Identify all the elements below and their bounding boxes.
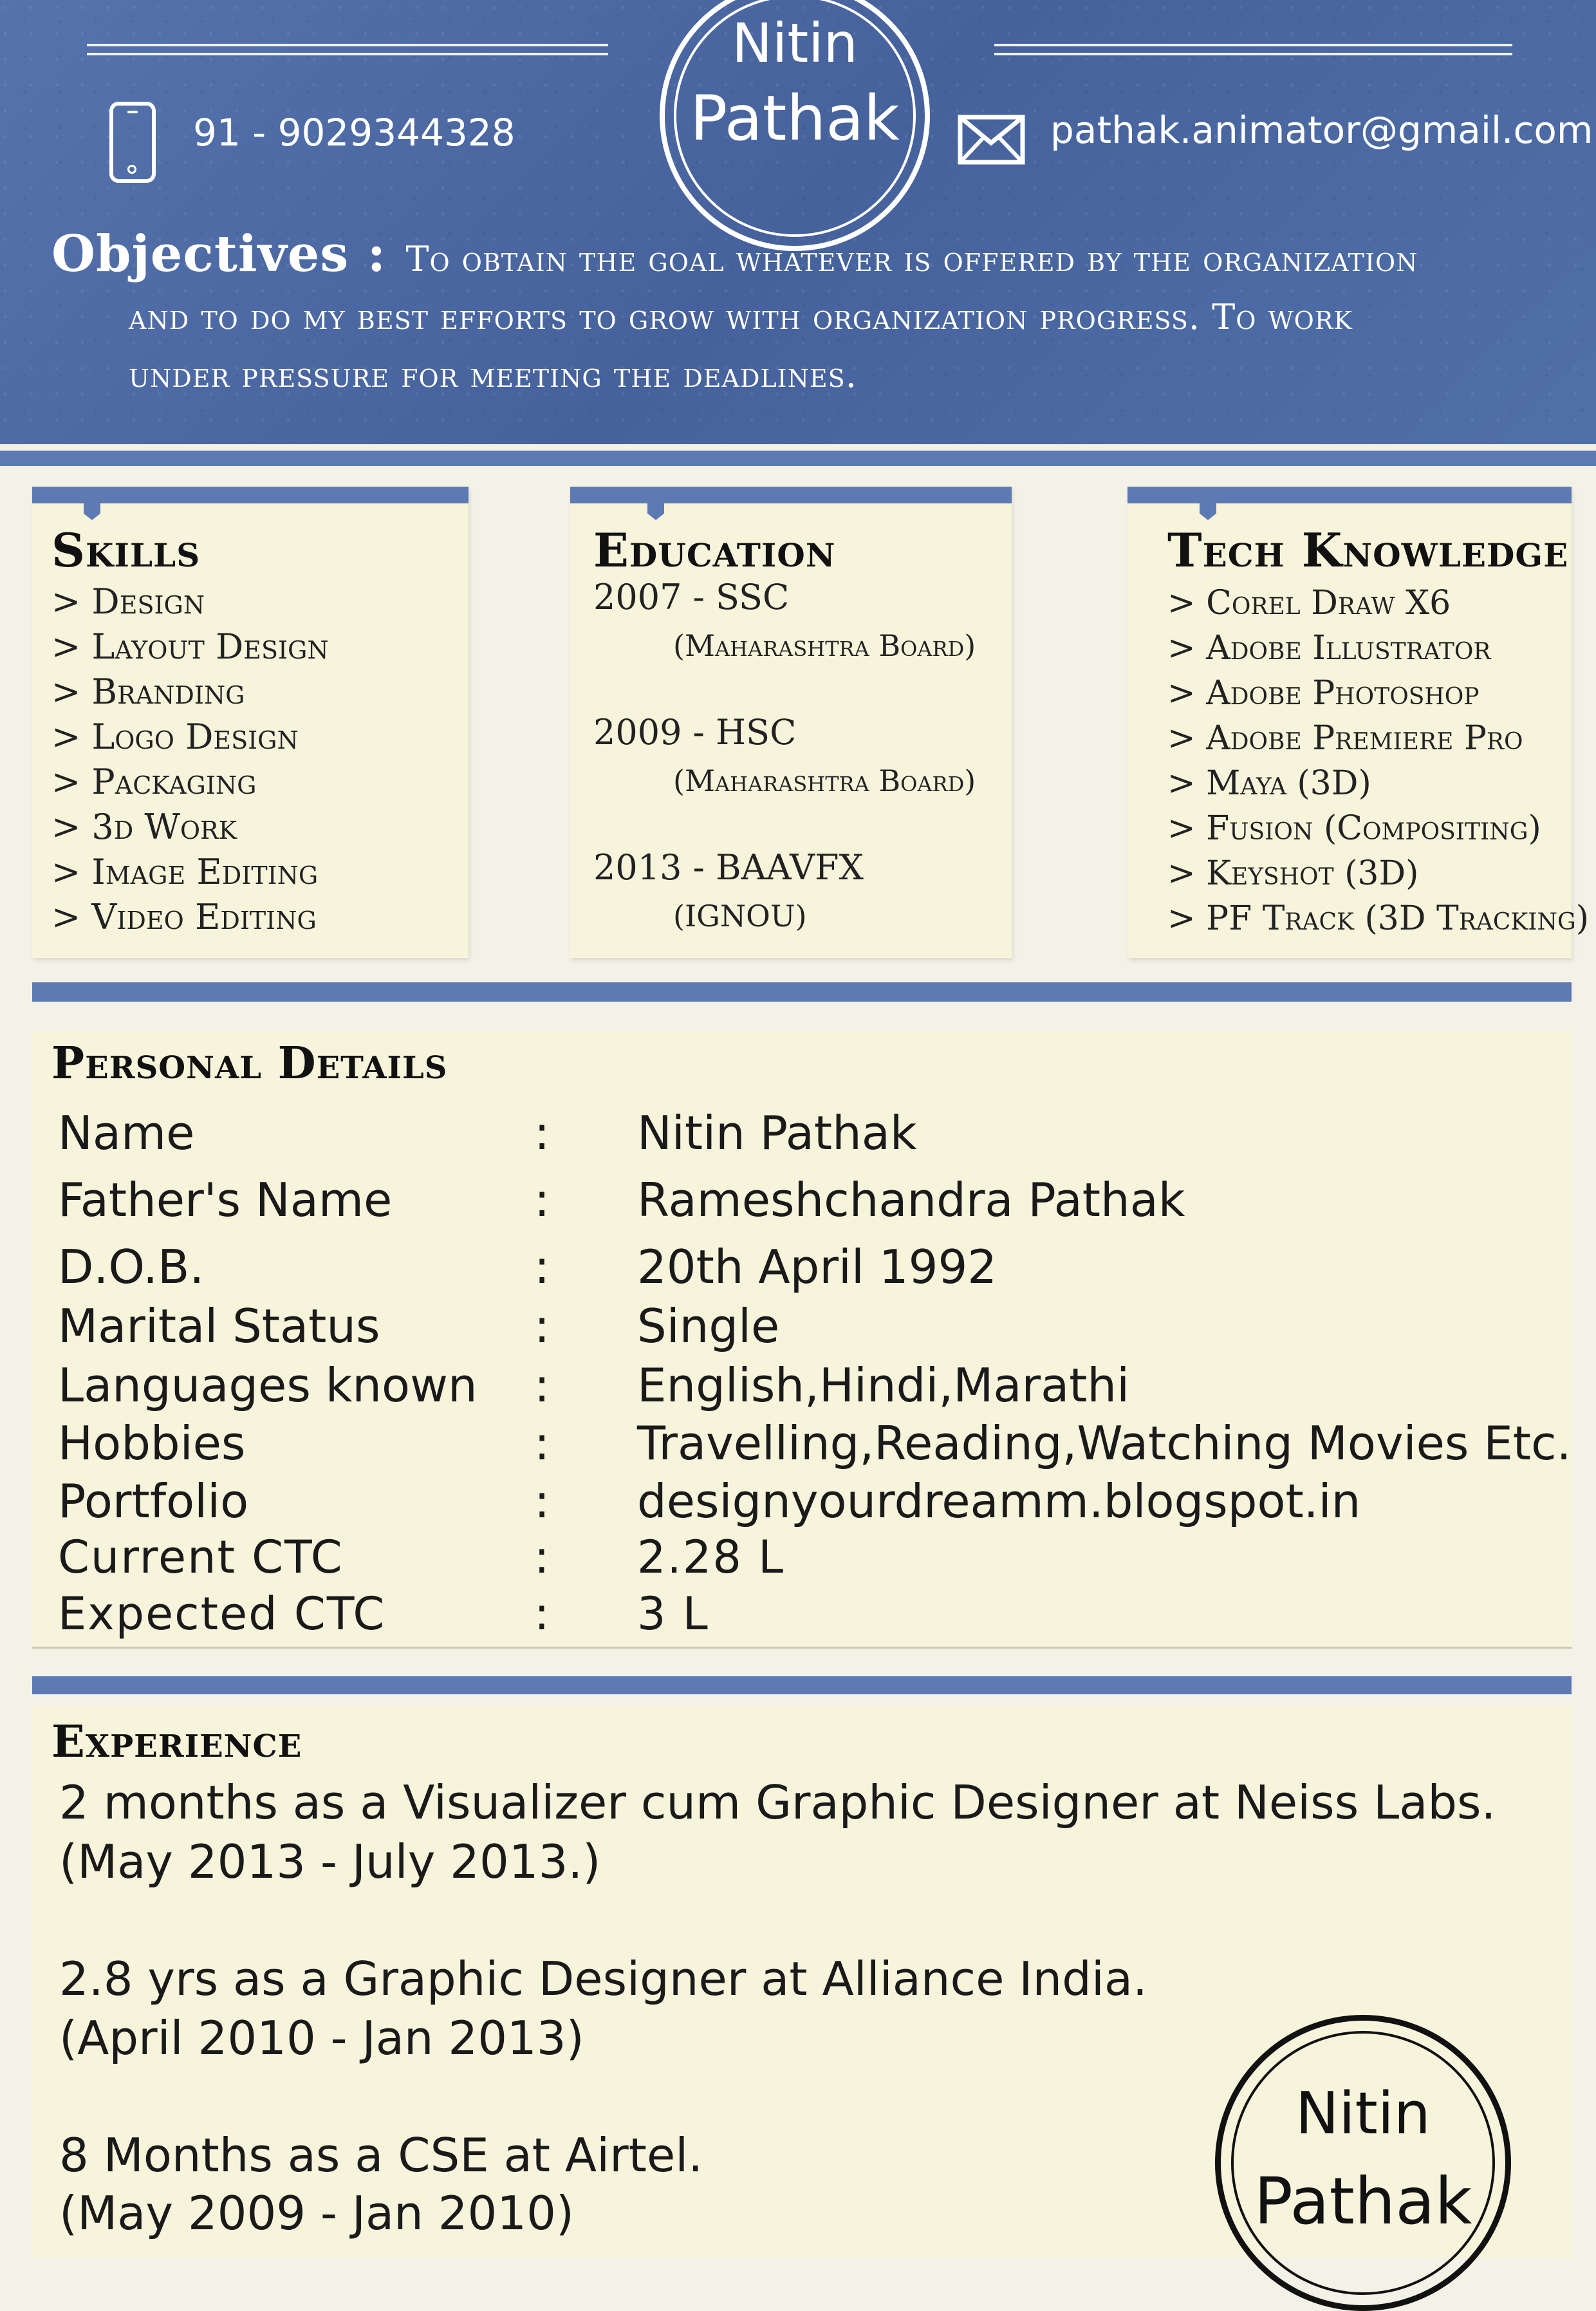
detail-label: D.O.B. [58,1240,205,1294]
detail-label: Languages known [58,1358,478,1412]
skills-panel [32,487,469,958]
detail-separator: : [534,1358,550,1412]
skills-panel-topbar [32,487,469,503]
detail-value: Single [637,1299,780,1353]
signature-seal-inner-ring [1231,2031,1495,2295]
experience-line: (May 2009 - Jan 2010) [59,2186,575,2240]
tech-item: > Adobe Premiere Pro [1167,719,1523,758]
name-seal [660,0,930,251]
header-rule-left-top [87,44,608,46]
tech-item: > Adobe Photoshop [1167,674,1480,713]
skill-item: > Video Editing [51,897,317,937]
email-address: pathak.animator@gmail.com [1050,108,1593,152]
experience-divider-bar [32,1676,1572,1694]
detail-value: 20th April 1992 [637,1240,998,1294]
skill-item: > Layout Design [51,626,329,667]
skills-title: Skills [51,523,201,577]
education-panel-topbar [570,487,1012,503]
detail-value: English,Hindi,Marathi [637,1358,1130,1412]
experience-line: (May 2013 - July 2013.) [59,1835,601,1889]
detail-label: Father's Name [58,1173,393,1227]
objectives-line-1 [51,225,1570,288]
detail-label: Marital Status [58,1299,380,1353]
skill-item: > Branding [51,671,245,712]
education-board-1: (Maharashtra Board) [673,628,976,663]
education-title: Education [593,523,836,577]
seal-last-name: Pathak [690,82,900,154]
header-rule-right-bottom [994,53,1512,55]
signature-last-name: Pathak [1254,2164,1472,2239]
education-panel [570,487,1012,958]
envelope-icon [958,115,1025,165]
phone-number: 91 - 9029344328 [193,111,515,154]
education-year-1: 2007 - SSC [593,577,790,617]
experience-title: Experience [51,1716,302,1768]
skill-item: > Design [51,581,205,622]
header-rule-right-top [994,44,1512,46]
tech-item: > Keyshot (3D) [1167,854,1419,893]
detail-separator: : [534,1531,551,1584]
detail-value: Travelling,Reading,Watching Movies Etc. [637,1416,1572,1470]
detail-separator: : [534,1240,550,1294]
education-board-2: (Maharashtra Board) [673,763,976,798]
objectives-text-2: and to do my best efforts to grow with organization progress. To work [129,297,1353,337]
detail-value: 2.28 L [637,1531,785,1584]
detail-separator: : [534,1173,550,1227]
experience-line: 2.8 yrs as a Graphic Designer at Alliance India. [59,1952,1147,2006]
skill-item: > Packaging [51,762,257,802]
education-year-3: 2013 - BAAVFX [593,847,864,888]
personal-details-title: Personal Details [51,1038,448,1089]
header-divider-bar [0,451,1596,466]
experience-line: (April 2010 - Jan 2013) [59,2011,584,2065]
seal-first-name: Nitin [732,12,858,75]
experience-line: 8 Months as a CSE at Airtel. [59,2128,703,2182]
panels-divider-bar [32,982,1572,1002]
detail-label: Name [58,1106,195,1160]
detail-value: Rameshchandra Pathak [637,1173,1185,1227]
experience-line: 2 months as a Visualizer cum Graphic Designer at Neiss Labs. [59,1775,1496,1829]
signature-first-name: Nitin [1295,2080,1431,2147]
tech-item: > PF Track (3D Tracking) [1167,899,1590,938]
education-year-2: 2009 - HSC [593,712,797,753]
objectives-block [51,225,1570,404]
detail-label: Current CTC [58,1531,344,1584]
personal-bottom-rule [32,1647,1572,1649]
detail-separator: : [534,1587,551,1640]
tech-list [1167,581,1589,941]
tech-panel-tab [1200,503,1216,520]
signature-seal [1215,2015,1511,2311]
tech-item: > Maya (3D) [1167,764,1371,803]
detail-value: 3 L [637,1587,709,1640]
detail-separator: : [534,1474,550,1528]
detail-value: designyourdreamm.blogspot.in [637,1474,1361,1528]
skill-item: > Logo Design [51,716,299,757]
detail-separator: : [534,1106,550,1160]
skills-panel-tab [84,503,100,520]
skill-item: > Image Editing [51,852,319,892]
skills-list [51,579,329,940]
detail-label: Expected CTC [58,1587,386,1640]
objectives-text-1: To obtain the goal whatever is offered by the organization [405,239,1418,279]
header-band [0,0,1596,444]
tech-panel-topbar [1127,487,1572,503]
tech-title: Tech Knowledge [1167,523,1569,577]
phone-icon [109,102,156,183]
detail-separator: : [534,1299,550,1353]
header-rule-left-bottom [87,53,608,55]
tech-item: > Corel Draw X6 [1167,584,1451,622]
education-panel-tab [647,503,664,520]
tech-item: > Fusion (Compositing) [1167,809,1541,848]
education-board-3: (IGNOU) [673,899,807,933]
detail-value: Nitin Pathak [637,1106,917,1160]
detail-label: Hobbies [58,1416,246,1470]
objectives-label: Objectives : [51,225,387,283]
objectives-text-3: under pressure for meeting the deadlines. [129,355,857,395]
detail-label: Portfolio [58,1474,249,1528]
skill-item: > 3d Work [51,807,237,847]
tech-item: > Adobe Illustrator [1167,629,1491,668]
tech-panel [1127,487,1590,958]
detail-separator: : [534,1416,550,1470]
